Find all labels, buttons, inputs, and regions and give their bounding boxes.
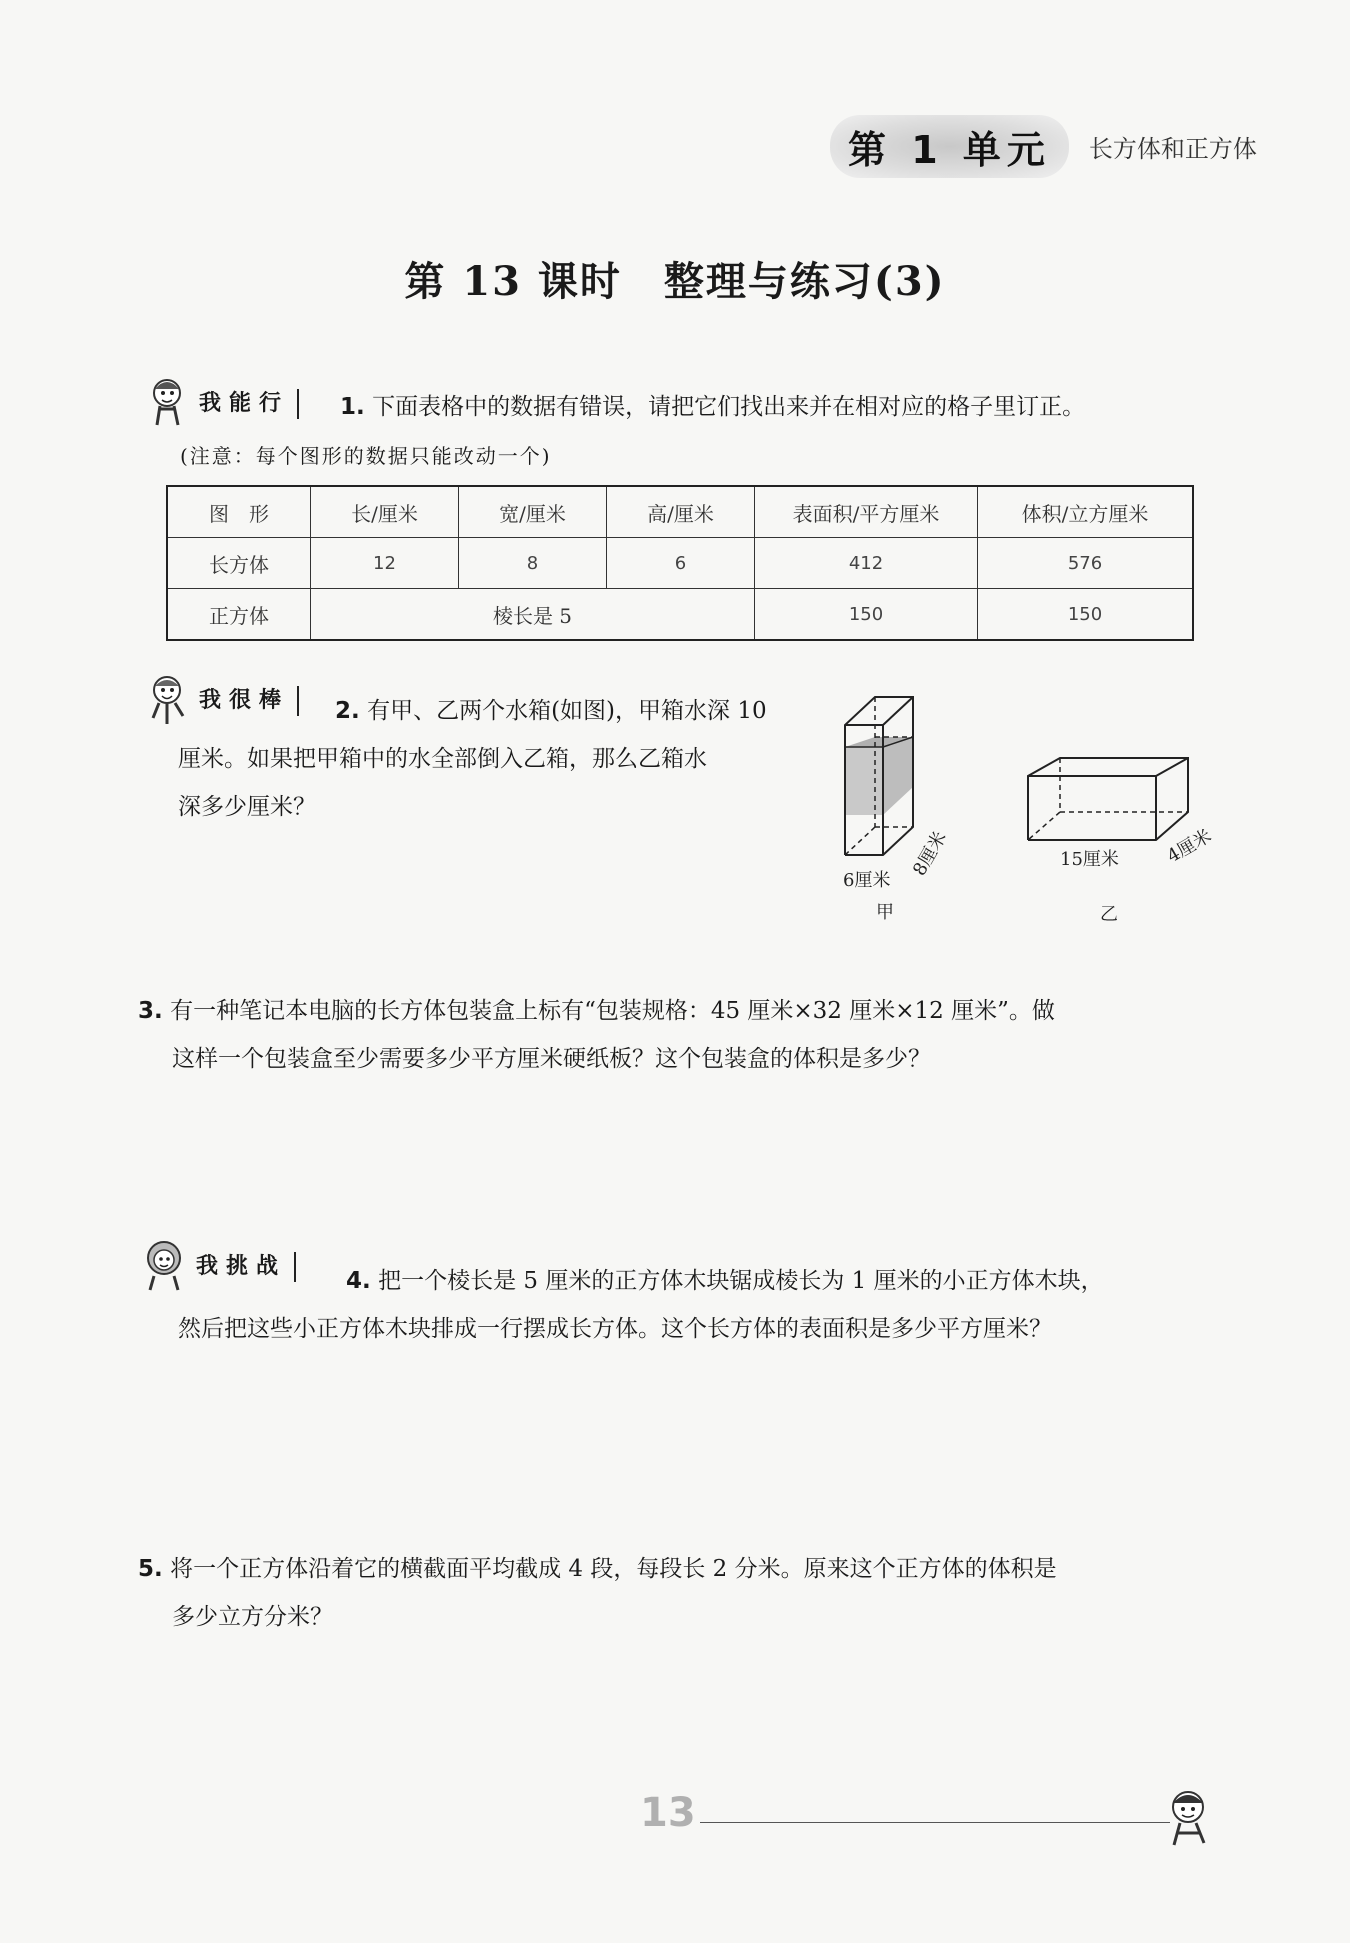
- unit-badge: 第 1 单元: [830, 115, 1069, 178]
- tank-b-width-label: 4厘米: [1163, 825, 1216, 868]
- section-badge-challenge: [142, 1238, 296, 1296]
- tank-b-diagram: [1020, 750, 1200, 850]
- question-number: 1.: [340, 394, 365, 420]
- q5-line2: 多少立方分米？: [172, 1604, 333, 1630]
- question-body: 有甲、乙两个水箱(如图)，甲箱水深 10: [367, 698, 767, 724]
- tank-a-depth-label: 8厘米: [909, 827, 951, 880]
- table-cell[interactable]: 412: [755, 538, 978, 589]
- table-cell[interactable]: 8: [459, 538, 607, 589]
- q2-line2: 厘米。如果把甲箱中的水全部倒入乙箱，那么乙箱水: [178, 746, 707, 772]
- section-badge-can-do: [145, 375, 299, 433]
- table-header-row: [167, 486, 1193, 538]
- q1-text: [340, 384, 1085, 430]
- q1-note: (注意：每个图形的数据只能改动一个): [180, 444, 552, 468]
- mascot-icon: [145, 375, 195, 433]
- question-number: 2.: [335, 698, 360, 724]
- table-row: [167, 589, 1193, 641]
- footer-mascot-icon: [1160, 1785, 1220, 1855]
- question-number: 5.: [138, 1556, 163, 1582]
- q2-line3: 深多少厘米？: [178, 794, 316, 820]
- q4-line2: 然后把这些小正方体木块排成一行摆成长方体。这个长方体的表面积是多少平方厘米？: [178, 1316, 1052, 1342]
- tank-a-width-label: 6厘米: [843, 870, 891, 891]
- question-number: 3.: [138, 998, 163, 1024]
- question-body: 有一种笔记本电脑的长方体包装盒上标有“包装规格：45 厘米×32 厘米×12 厘米”。做: [170, 998, 1055, 1024]
- table-cell[interactable]: 12: [311, 538, 459, 589]
- table-header-cell: 表面积/平方厘米: [755, 486, 978, 538]
- q2-line1: [335, 688, 767, 734]
- tank-a-name: 甲: [876, 902, 894, 923]
- mascot-icon: [145, 672, 195, 730]
- mascot-icon: [142, 1238, 192, 1296]
- table-cell[interactable]: 576: [978, 538, 1194, 589]
- section-label: 我能行: [199, 389, 299, 419]
- table-header-cell: 图 形: [167, 486, 311, 538]
- table-cell[interactable]: 150: [755, 589, 978, 641]
- table-row: [167, 538, 1193, 589]
- section-label: 我挑战: [196, 1252, 296, 1282]
- question-body: 将一个正方体沿着它的横截面平均截成 4 段，每段长 2 分米。原来这个正方体的体积是: [170, 1556, 1057, 1582]
- data-table: [166, 485, 1194, 641]
- question-body: 把一个棱长是 5 厘米的正方体木块锯成棱长为 1 厘米的小正方体木块，: [378, 1268, 1104, 1294]
- lesson-title: 第 13 课时 整理与练习(3): [404, 258, 946, 305]
- table-cell[interactable]: 棱长是 5: [311, 589, 755, 641]
- q3-line2: 这样一个包装盒至少需要多少平方厘米硬纸板？这个包装盒的体积是多少？: [172, 1046, 931, 1072]
- table-cell[interactable]: 150: [978, 589, 1194, 641]
- q4-line1: [346, 1258, 1104, 1304]
- table-cell: 正方体: [167, 589, 311, 641]
- q3-line1: [138, 988, 1055, 1034]
- table-header-cell: 高/厘米: [607, 486, 755, 538]
- table-header-cell: 宽/厘米: [459, 486, 607, 538]
- section-label: 我很棒: [199, 686, 299, 716]
- question-body: 下面表格中的数据有错误，请把它们找出来并在相对应的格子里订正。: [372, 394, 1086, 420]
- table-cell: 长方体: [167, 538, 311, 589]
- table-header-cell: 体积/立方厘米: [978, 486, 1194, 538]
- tank-b-name: 乙: [1100, 904, 1118, 925]
- q5-line1: [138, 1546, 1057, 1592]
- table-cell[interactable]: 6: [607, 538, 755, 589]
- page-number: 13: [640, 1790, 696, 1836]
- tank-b-length-label: 15厘米: [1060, 849, 1119, 870]
- table-header-cell: 长/厘米: [311, 486, 459, 538]
- section-badge-very-good: [145, 672, 299, 730]
- unit-header: [830, 115, 1257, 178]
- unit-subtitle: 长方体和正方体: [1088, 135, 1257, 163]
- question-number: 4.: [346, 1268, 371, 1294]
- footer-divider: [700, 1822, 1170, 1823]
